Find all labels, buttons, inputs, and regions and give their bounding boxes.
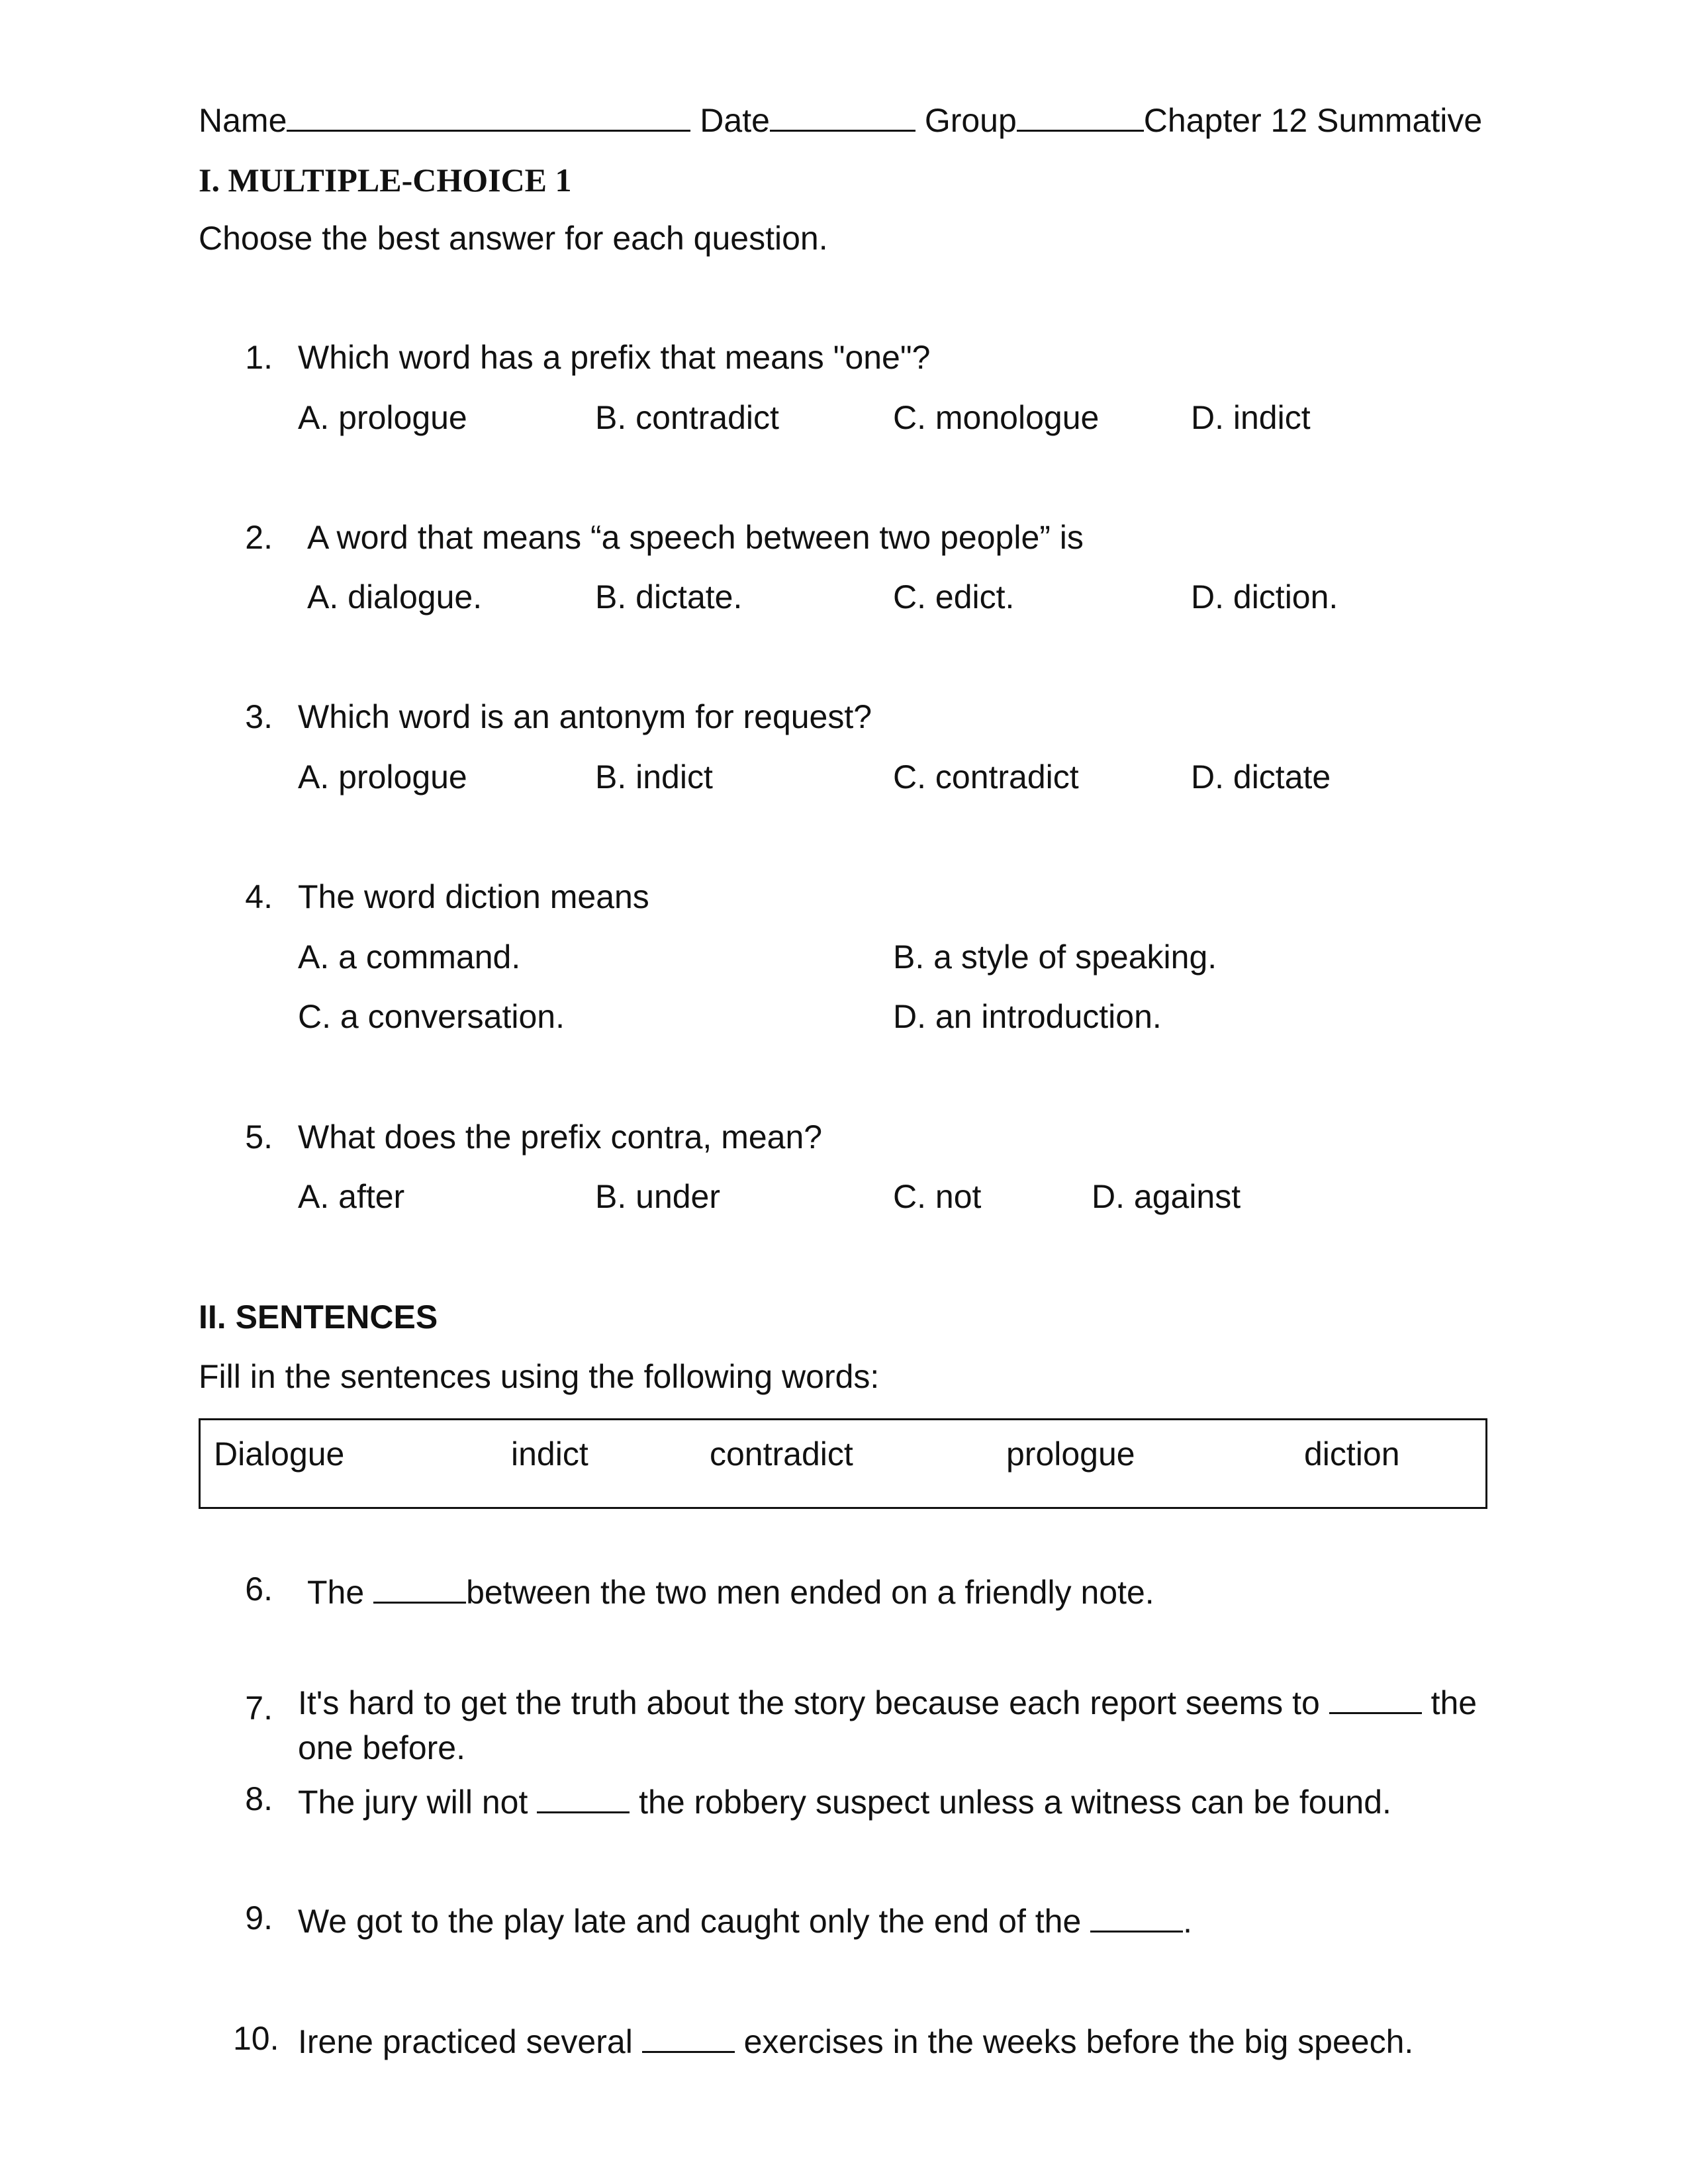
option-d[interactable]: D. an introduction. <box>893 998 1162 1035</box>
sentence-number: 9. <box>245 1899 273 1936</box>
question-text: Which word has a prefix that means "one"? <box>298 339 931 376</box>
question-number: 3. <box>245 698 273 735</box>
option-d[interactable]: D. dictate <box>1191 758 1331 796</box>
word-bank-item: contradict <box>710 1435 853 1473</box>
name-label: Name <box>199 102 287 139</box>
word-bank <box>199 1418 1487 1509</box>
fill-blank[interactable] <box>1329 1683 1422 1714</box>
fill-blank[interactable] <box>373 1572 466 1604</box>
sentence: We got to the play late and caught only the end of the . <box>298 1903 1193 1940</box>
sentence-number: 7. <box>245 1690 273 1727</box>
sentence-number: 6. <box>245 1570 273 1608</box>
section2-heading: II. SENTENCES <box>199 1298 438 1336</box>
fill-blank[interactable] <box>537 1782 630 1813</box>
question-number: 2. <box>245 519 273 556</box>
date-blank[interactable] <box>770 101 915 132</box>
option-d[interactable]: D. diction. <box>1191 578 1338 615</box>
word-bank-item: prologue <box>1006 1435 1135 1473</box>
fill-blank[interactable] <box>642 2022 735 2053</box>
option-a[interactable]: A. a command. <box>298 938 521 976</box>
option-c[interactable]: C. not <box>893 1178 982 1215</box>
question-number: 1. <box>245 339 273 376</box>
question-number: 4. <box>245 878 273 915</box>
word-bank-item: diction <box>1304 1435 1400 1473</box>
option-a[interactable]: A. prologue <box>298 758 467 796</box>
option-b[interactable]: B. contradict <box>595 399 779 436</box>
option-b[interactable]: B. indict <box>595 758 713 796</box>
question-text: A word that means “a speech between two people” is <box>307 519 1084 556</box>
option-c[interactable]: C. contradict <box>893 758 1079 796</box>
date-label: Date <box>700 102 770 139</box>
sentence: It's hard to get the truth about the story because each report seems to the one before. <box>298 1684 1477 1766</box>
option-a[interactable]: A. dialogue. <box>307 578 483 615</box>
section1-instructions: Choose the best answer for each question. <box>199 220 828 257</box>
option-d[interactable]: D. indict <box>1191 399 1311 436</box>
option-c[interactable]: C. monologue <box>893 399 1100 436</box>
option-a[interactable]: A. after <box>298 1178 405 1215</box>
word-bank-item: Dialogue <box>214 1435 345 1473</box>
fill-blank[interactable] <box>1090 1901 1183 1933</box>
option-c[interactable]: C. a conversation. <box>298 998 565 1035</box>
option-a[interactable]: A. prologue <box>298 399 467 436</box>
worksheet-header <box>199 101 1482 137</box>
option-c[interactable]: C. edict. <box>893 578 1015 615</box>
group-blank[interactable] <box>1017 101 1144 132</box>
option-b[interactable]: B. under <box>595 1178 721 1215</box>
worksheet-title: Chapter 12 Summative <box>1143 102 1483 139</box>
sentence-number: 10. <box>233 2020 279 2057</box>
section2-instructions: Fill in the sentences using the following words: <box>199 1358 880 1395</box>
question-text: The word diction means <box>298 878 649 915</box>
option-d[interactable]: D. against <box>1092 1178 1241 1215</box>
name-blank[interactable] <box>287 101 690 132</box>
sentence-number: 8. <box>245 1780 273 1817</box>
sentence: The between the two men ended on a friendly note. <box>307 1574 1154 1611</box>
option-b[interactable]: B. a style of speaking. <box>893 938 1217 976</box>
sentence: The jury will not the robbery suspect unless a witness can be found. <box>298 1784 1391 1821</box>
word-bank-item: indict <box>511 1435 588 1473</box>
section1-heading: I. MULTIPLE-CHOICE 1 <box>199 161 572 199</box>
option-b[interactable]: B. dictate. <box>595 578 743 615</box>
sentence: Irene practiced several exercises in the weeks before the big speech. <box>298 2023 1414 2060</box>
group-label: Group <box>924 102 1017 139</box>
question-text: Which word is an antonym for request? <box>298 698 872 735</box>
question-text: What does the prefix contra, mean? <box>298 1118 823 1156</box>
question-number: 5. <box>245 1118 273 1156</box>
